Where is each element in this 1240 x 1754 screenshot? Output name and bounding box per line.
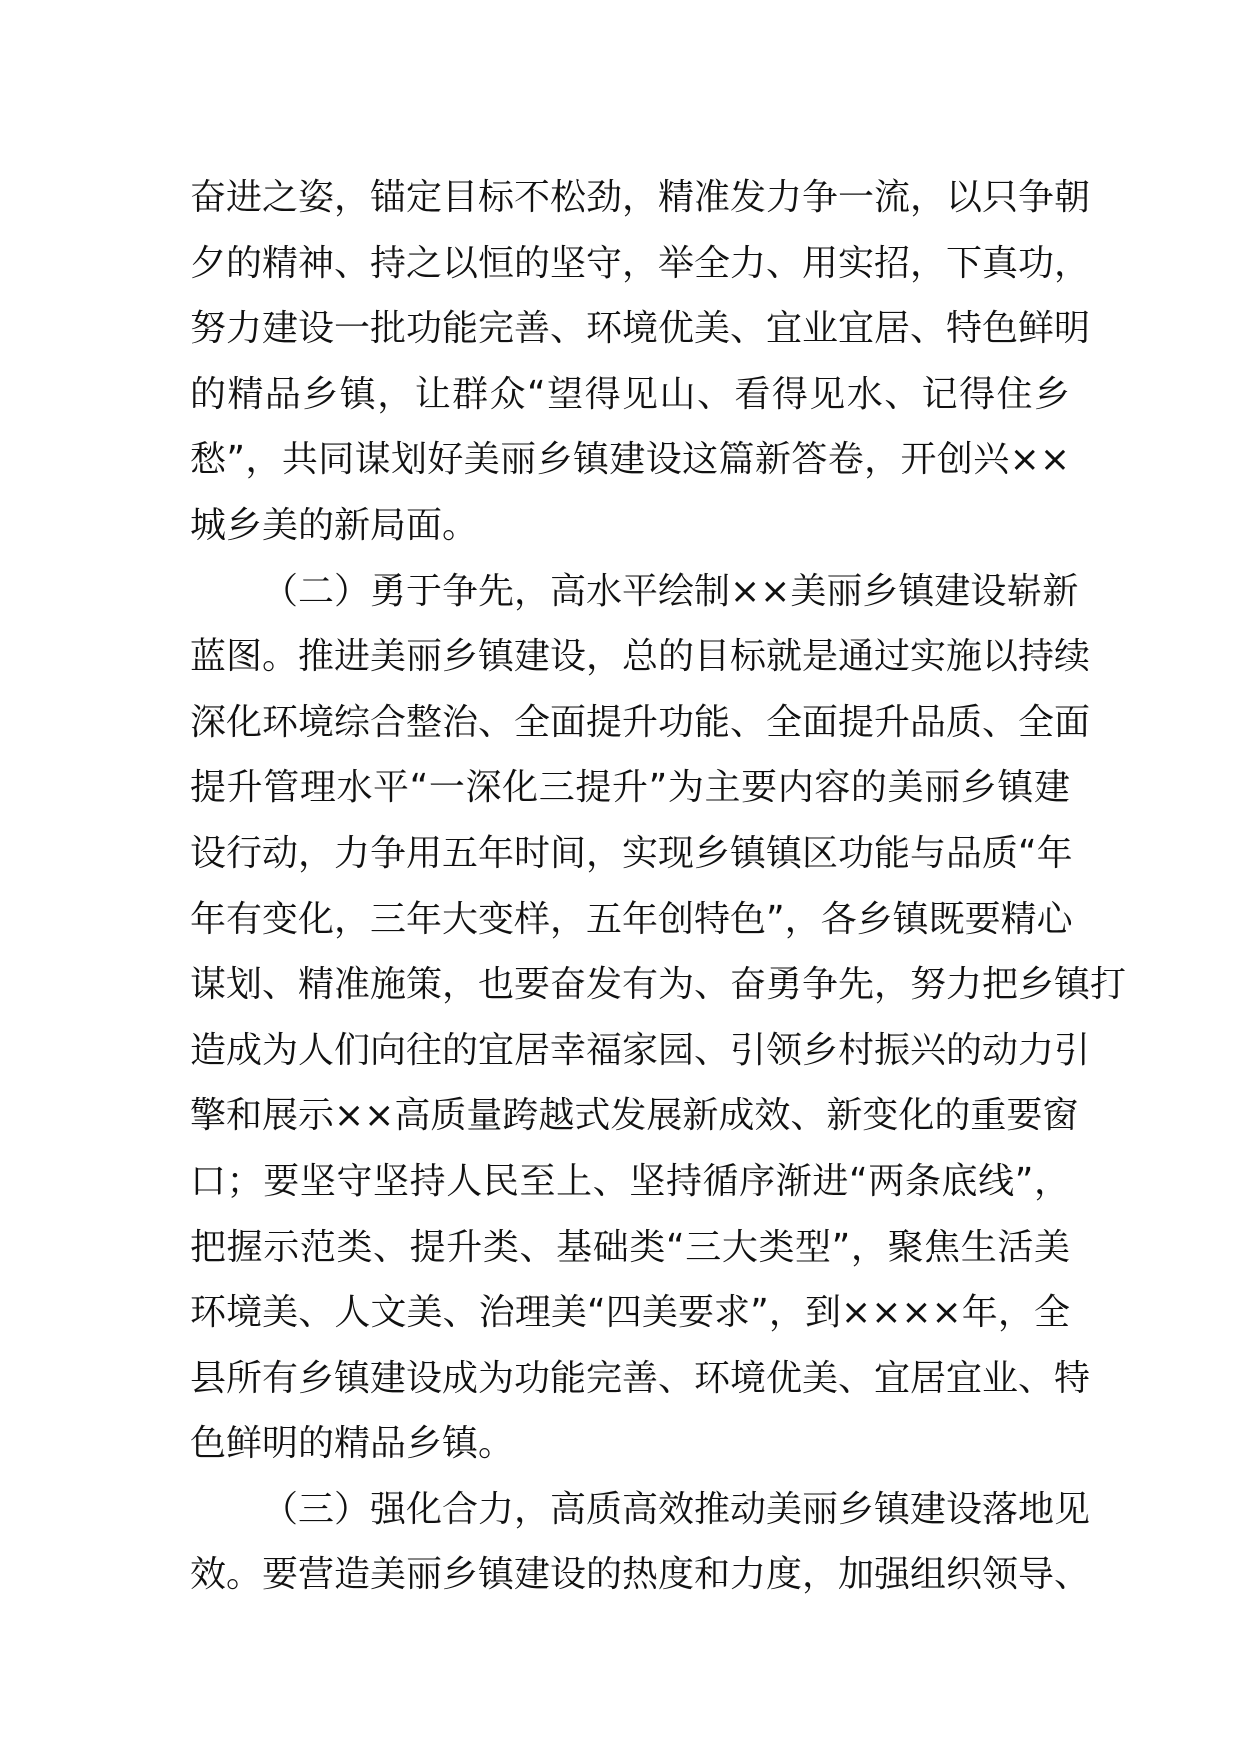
text-line: 环境美、人文美、治理美“四美要求”，到××××年，全 xyxy=(190,1292,1070,1334)
text-line: 年有变化，三年大变样，五年创特色”，各乡镇既要精心 xyxy=(190,898,1073,940)
body-text xyxy=(190,165,1127,1608)
text-line: 深化环境综合整治、全面提升功能、全面提升品质、全面 xyxy=(190,701,1091,743)
text-line: 蓝图。推进美丽乡镇建设，总的目标就是通过实施以持续 xyxy=(190,636,1091,678)
text-line: 县所有乡镇建设成为功能完善、环境优美、宜居宜业、特 xyxy=(190,1357,1091,1399)
text-line: （二）勇于争先，高水平绘制××美丽乡镇建设崭新 xyxy=(262,570,1079,612)
text-line: 奋进之姿，锚定目标不松劲，精准发力争一流，以只争朝 xyxy=(190,177,1091,218)
text-line: （三）强化合力，高质高效推动美丽乡镇建设落地见 xyxy=(262,1488,1091,1530)
text-line: 把握示范类、提升类、基础类“三大类型”，聚焦生活美 xyxy=(190,1226,1070,1268)
text-line: 口；要坚守坚持人民至上、坚持循序渐进“两条底线”， xyxy=(190,1160,1070,1202)
text-line: 的精品乡镇，让群众“望得见山、看得见水、记得住乡 xyxy=(190,373,1070,415)
text-line: 夕的精神、持之以恒的坚守，举全力、用实招，下真功， xyxy=(190,242,1091,284)
text-line: 谋划、精准施策，也要奋发有为、奋勇争先，努力把乡镇打 xyxy=(190,964,1127,1006)
text-line: 擎和展示××高质量跨越式发展新成效、新变化的重要窗 xyxy=(190,1095,1079,1137)
text-line: 努力建设一批功能完善、环境优美、宜业宜居、特色鲜明 xyxy=(190,308,1091,350)
text-line: 城乡美的新局面。 xyxy=(190,504,479,546)
text-line: 效。要营造美丽乡镇建设的热度和力度，加强组织领导、 xyxy=(190,1554,1091,1596)
text-line: 色鲜明的精品乡镇。 xyxy=(190,1423,515,1465)
text-line: 造成为人们向往的宜居幸福家园、引领乡村振兴的动力引 xyxy=(190,1029,1091,1071)
text-line: 愁”，共同谋划好美丽乡镇建设这篇新答卷，开创兴×× xyxy=(190,439,1070,481)
text-line: 提升管理水平“一深化三提升”为主要内容的美丽乡镇建 xyxy=(190,767,1070,809)
text-line: 设行动，力争用五年时间，实现乡镇镇区功能与品质“年 xyxy=(190,832,1073,874)
